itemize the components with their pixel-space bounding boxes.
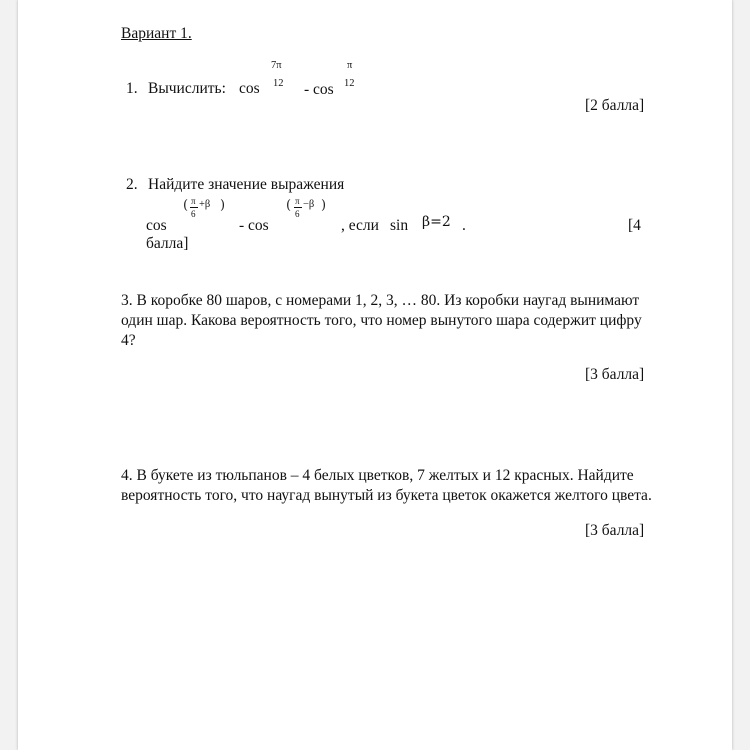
task-3-text: 3. В коробке 80 шаров, с номерами 1, 2, 3, … 80. Из коробки наугад вынимают один шар. Какова вероятность того, что номер вынутого шара содержит цифру 4? <box>121 292 642 349</box>
task-1-frac2-den: 12 <box>344 78 355 89</box>
task-1-frac2-num: π <box>347 60 353 71</box>
task-2-paren-open-2: ( <box>286 198 292 213</box>
task-3-points: [3 балла] <box>585 366 645 383</box>
task-2-if-text: , если <box>341 217 379 234</box>
task-2-pi-1: π <box>191 196 196 206</box>
task-2-paren-close-2: ) <box>321 198 327 213</box>
task-2-minus-beta: −β <box>303 199 315 210</box>
task-2-number: 2. <box>126 176 138 193</box>
task-2-minus-cos: - cos <box>239 217 269 234</box>
task-2-fraction-bar-2 <box>294 207 302 208</box>
task-1-cos-1: cos <box>239 80 260 97</box>
task-2-six-1: 6 <box>191 209 196 219</box>
task-2-fraction-bar-1 <box>190 207 198 208</box>
task-2-beta-eq: β=2 <box>422 214 451 230</box>
task-2-label: Найдите значение выражения <box>148 176 345 193</box>
task-1-label: Вычислить: <box>148 80 226 97</box>
task-1-number: 1. <box>126 80 138 97</box>
task-4-text: 4. В букете из тюльпанов – 4 белых цветков, 7 желтых и 12 красных. Найдите вероятность того, что наугад вынутый из букета цветок окажется желтого цвета. <box>121 467 652 504</box>
task-1-points: [2 балла] <box>585 97 645 114</box>
task-2-six-2: 6 <box>295 209 300 219</box>
task-2-paren-close-1: ) <box>220 198 226 213</box>
document-page <box>18 0 732 750</box>
task-2-sin: sin <box>390 217 409 234</box>
task-2-plus-beta: +β <box>199 199 211 210</box>
task-2-points-part1: [4 <box>628 217 641 234</box>
task-1-frac1-num: 7π <box>271 60 282 71</box>
task-2-cos-1: cos <box>146 217 167 234</box>
variant-title: Вариант 1. <box>121 25 192 42</box>
task-2-points-part2: балла] <box>146 235 189 252</box>
task-2-paren-open-1: ( <box>183 198 189 213</box>
task-2-pi-2: π <box>295 196 300 206</box>
task-2-dot: . <box>462 217 466 234</box>
task-1-frac1-den: 12 <box>273 78 284 89</box>
task-4-points: [3 балла] <box>585 522 645 539</box>
task-1-minus-cos: - cos <box>304 81 334 98</box>
